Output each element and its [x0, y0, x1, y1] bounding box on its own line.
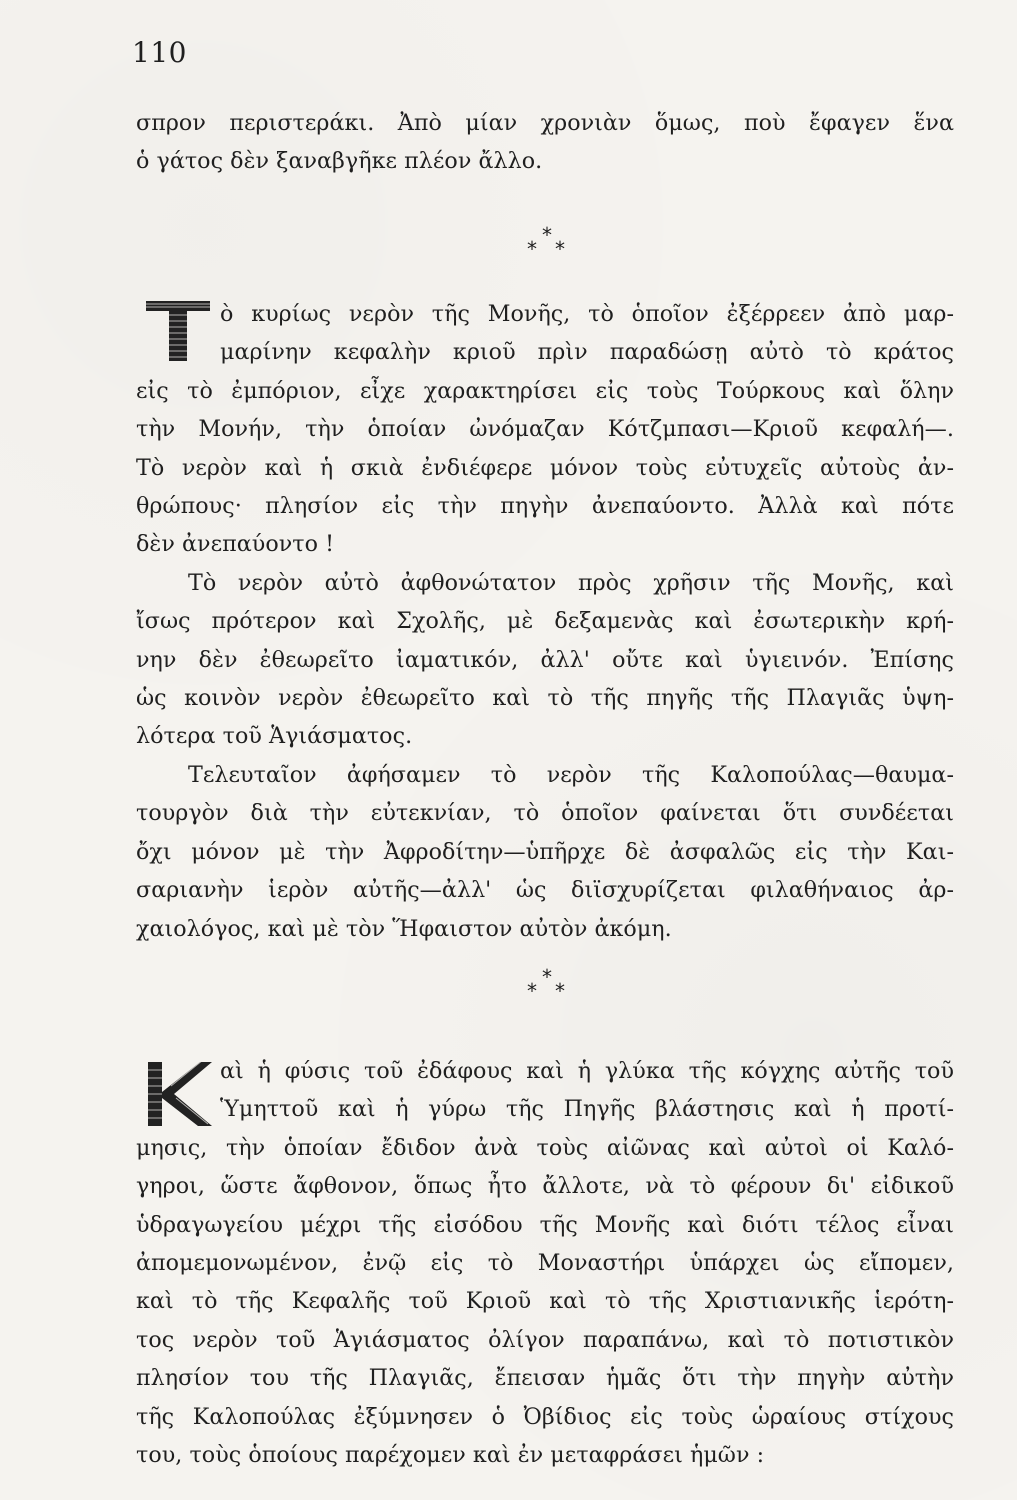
asterism-icon: * * * [527, 223, 565, 261]
text-line: τῆς Καλοπούλας ἐξύμνησεν ὁ Ὀβίδιος εἰς τοὺς ὡραίους στίχους [136, 1403, 954, 1430]
text-line: ὁ γάτος δὲν ξαναβγῆκε πλέον ἄλλο. [136, 148, 543, 175]
text-line: ὸ κυρίως νερὸν τῆς Μονῆς, τὸ ὁποῖον ἐξέρρεεν ἀπὸ μαρ- [220, 301, 954, 327]
text-line: αὶ ἡ φύσις τοῦ ἐδάφους καὶ ἡ γλύκα τῆς κόγχης αὐτῆς τοῦ [220, 1058, 954, 1084]
text-line: θρώπους· πλησίον εἰς τὴν πηγὴν ἀνεπαύοντο. Ἀλλὰ καὶ πότε [136, 493, 954, 520]
text-line: νην δὲν ἐθεωρεῖτο ἰαματικόν, ἀλλ' οὔτε καὶ ὑγιεινόν. Ἐπίσης [136, 646, 954, 673]
text-line: γηροι, ὥστε ἄφθονον, ὅπως ἦτο ἄλλοτε, νὰ τὸ φέρουν δι' εἰδικοῦ [136, 1173, 954, 1200]
text-line: μησις, τὴν ὁποίαν ἔδιδον ἀνὰ τοὺς αἰῶνας καὶ αὐτοὶ οἱ Καλό- [136, 1134, 954, 1161]
top-paragraph [136, 104, 954, 181]
text-line: τὴν Μονήν, τὴν ὁποίαν ὠνόμαζαν Κότζμπασι—Κριοῦ κεφαλή—. [136, 416, 954, 443]
text-line: καὶ τὸ τῆς Κεφαλῆς τοῦ Κριοῦ καὶ τὸ τῆς Χριστιανικῆς ἱερότη- [136, 1288, 954, 1315]
text-line: τουργὸν διὰ τὴν εὐτεκνίαν, τὸ ὁποῖον φαίνεται ὅτι συνδέεται [136, 800, 954, 827]
asterism-icon: * * * [527, 965, 565, 1003]
text-line: δὲν ἀνεπαύοντο ! [136, 531, 335, 558]
text-line: τος νερὸν τοῦ Ἁγιάσματος ὀλίγον παραπάνω, καὶ τὸ ποτιστικὸν [136, 1326, 954, 1353]
text-line: ὡς κοινὸν νερὸν ἐθεωρεῖτο καὶ τὸ τῆς πηγῆς τῆς Πλαγιᾶς ὑψη- [136, 685, 954, 712]
text-line: του, τοὺς ὁποίους παρέχομεν καὶ ἐν μεταφράσει ἡμῶν : [136, 1442, 765, 1469]
text-line: ὄχι μόνον μὲ τὴν Ἀφροδίτην—ὑπῆρχε δὲ ἀσφαλῶς εἰς τὴν Και- [136, 838, 954, 865]
text-line: πλησίον του τῆς Πλαγιᾶς, ἔπεισαν ἡμᾶς ὅτι τὴν πηγὴν αὐτὴν [136, 1365, 954, 1392]
text-line: Ὑμηττοῦ καὶ ἡ γύρω τῆς Πηγῆς βλάστησις καὶ ἡ προτί- [220, 1096, 954, 1123]
text-line: Τελευταῖον ἀφήσαμεν τὸ νερὸν τῆς Καλοπούλας—θαυμα- [188, 761, 954, 788]
text-line: σπρον περιστεράκι. Ἀπὸ μίαν χρονιὰν ὅμως, ποὺ ἔφαγεν ἕνα [136, 110, 954, 136]
text-line: Τὸ νερὸν αὐτὸ ἀφθονώτατον πρὸς χρῆσιν τῆς Μονῆς, καὶ [188, 569, 954, 596]
text-line: ὑδραγωγείου μέχρι τῆς εἰσόδου τῆς Μονῆς καὶ διότι τέλος εἶναι [136, 1211, 954, 1238]
text-line: Τὸ νερὸν καὶ ἡ σκιὰ ἐνδιέφερε μόνον τοὺς εὐτυχεῖς αὐτοὺς ἀν- [136, 454, 954, 481]
page-number: 110 [132, 36, 187, 69]
text-line: σαριανὴν ἱερὸν αὐτῆς—ἀλλ' ὡς διϊσχυρίζεται φιλαθήναιος ἀρ- [136, 877, 954, 904]
text-line: εἰς τὸ ἐμπόριον, εἶχε χαρακτηρίσει εἰς τοὺς Τούρκους καὶ ὅλην [136, 377, 954, 404]
text-line: χαιολόγος, καὶ μὲ τὸν Ἥφαιστον αὐτὸν ἀκόμη. [136, 915, 672, 942]
text-line: ἀπομεμονωμένον, ἐνῷ εἰς τὸ Μοναστήρι ὑπάρχει ὡς εἴπομεν, [136, 1250, 954, 1277]
text-line: μαρίνην κεφαλὴν κριοῦ πρὶν παραδώσῃ αὐτὸ τὸ κράτος [220, 339, 954, 366]
text-line: ἴσως πρότερον καὶ Σχολῆς, μὲ δεξαμενὰς καὶ ἐσωτερικὴν κρή- [136, 608, 954, 635]
text-line: λότερα τοῦ Ἁγιάσματος. [136, 723, 413, 750]
section-a [136, 295, 954, 948]
section-b [136, 1052, 954, 1474]
